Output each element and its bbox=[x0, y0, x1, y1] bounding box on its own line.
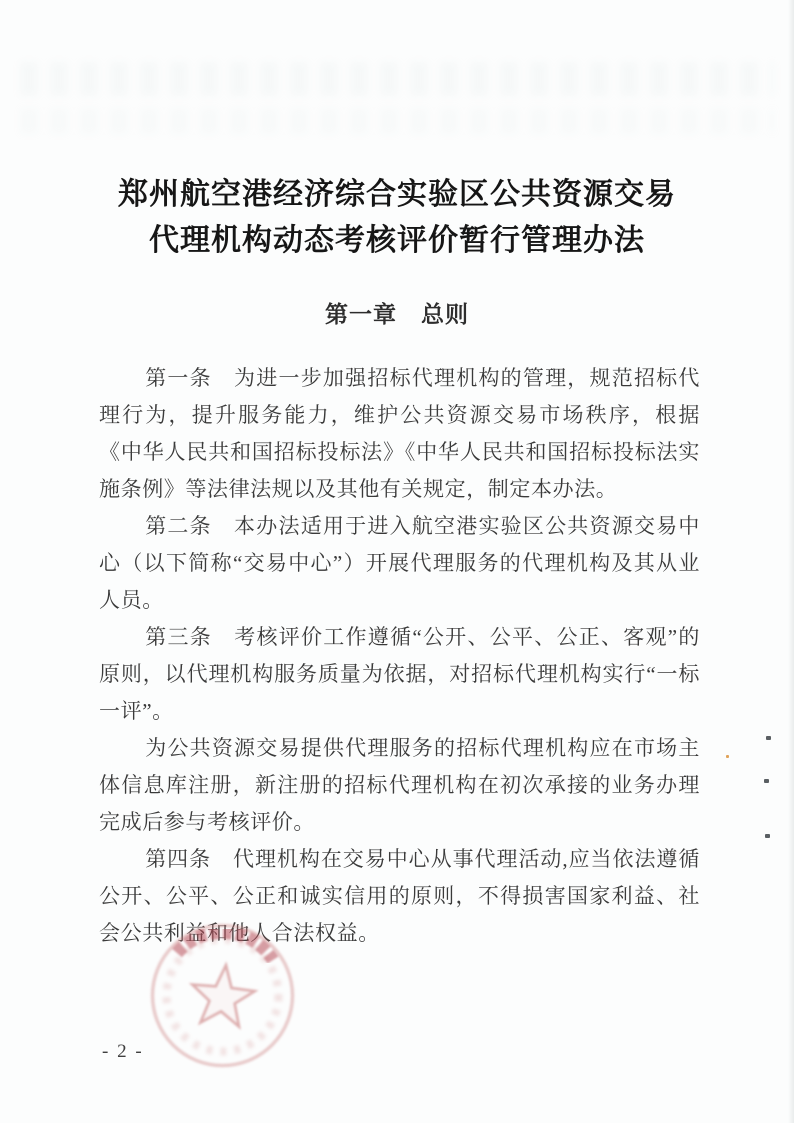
chapter-heading: 第一章 总则 bbox=[325, 302, 469, 327]
bleed-through-smudge bbox=[20, 108, 774, 134]
paragraph-article-1: 第一条 为进一步加强招标代理机构的管理，规范招标代理行为，提升服务能力，维护公共资源交易市场秩序，根据《中华人民共和国招标投标法》《中华人民共和国招标投标法实施条例》等法律法规以及其他有关规定，制定本办法。 bbox=[99, 366, 700, 501]
scan-speck bbox=[764, 779, 769, 783]
scan-speck bbox=[766, 736, 771, 740]
seal-arc-text bbox=[167, 940, 279, 1052]
bleed-through-smudge bbox=[20, 62, 774, 96]
paragraph-article-3-continued: 为公共资源交易提供代理服务的招标代理机构应在市场主体信息库注册，新注册的招标代理机构在初次承接的业务办理完成后参与考核评价。 bbox=[99, 736, 700, 834]
document-body bbox=[99, 360, 700, 952]
scan-speck bbox=[726, 755, 729, 758]
scan-edge-shadow bbox=[788, 0, 794, 1123]
document-title-line-2: 代理机构动态考核评价暂行管理办法 bbox=[149, 224, 645, 257]
paragraph-article-2: 第二条 本办法适用于进入航空港实验区公共资源交易中心（以下简称“交易中心”）开展代理服务的代理机构及其从业人员。 bbox=[99, 514, 700, 612]
paragraph-article-4: 第四条 代理机构在交易中心从事代理活动,应当依法遵循公开、公平、公正和诚实信用的原则，不得损害国家利益、社会公共利益和他人合法权益。 bbox=[99, 847, 700, 945]
page-number: - 2 - bbox=[102, 1041, 144, 1062]
scan-speck bbox=[765, 834, 770, 838]
document-title bbox=[0, 172, 794, 264]
five-pointed-star-icon bbox=[188, 962, 257, 1028]
paragraph-article-3: 第三条 考核评价工作遵循“公开、公平、公正、客观”的原则，以代理机构服务质量为依据，对招标代理机构实行“一标一评”。 bbox=[99, 625, 700, 723]
document-title-line-1: 郑州航空港经济综合实验区公共资源交易 bbox=[118, 178, 676, 211]
